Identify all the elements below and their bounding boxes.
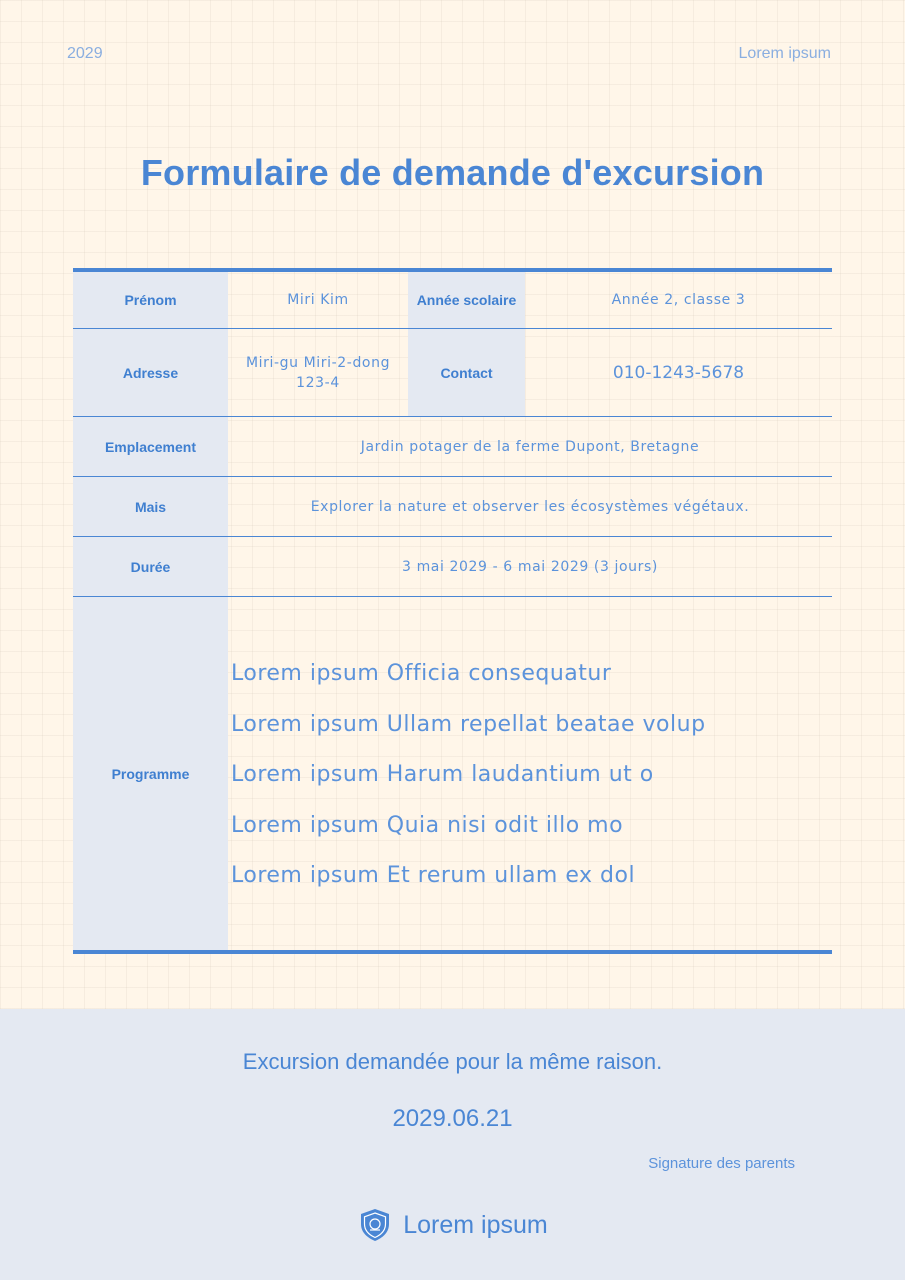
duration-label: Durée bbox=[73, 537, 228, 596]
contact-value: 010-1243-5678 bbox=[612, 362, 745, 383]
program-list bbox=[228, 597, 832, 950]
program-item: Lorem ipsum Et rerum ullam ex dol bbox=[231, 863, 636, 888]
header-right-text: Lorem ipsum bbox=[738, 45, 831, 62]
first-name-value: Miri Kim bbox=[287, 292, 349, 308]
program-item: Lorem ipsum Ullam repellat beatae volup bbox=[231, 711, 706, 737]
location-label: Emplacement bbox=[73, 417, 228, 476]
program-item: Lorem ipsum Officia consequatur bbox=[231, 661, 612, 686]
goals-label: Mais bbox=[73, 477, 228, 536]
school-year-value: Année 2, classe 3 bbox=[611, 292, 746, 308]
form-row-goals bbox=[73, 477, 832, 537]
form-row-duration bbox=[73, 537, 832, 597]
shield-icon bbox=[357, 1207, 393, 1243]
parent-signature-label: Signature des parents bbox=[648, 1155, 795, 1172]
program-item: Lorem ipsum Harum laudantium ut o bbox=[231, 762, 654, 787]
program-label: Programme bbox=[73, 597, 228, 950]
form-row-address bbox=[73, 329, 832, 417]
location-value: Jardin potager de la ferme Dupont, Bretagne bbox=[360, 438, 700, 455]
duration-value: 3 mai 2029 - 6 mai 2029 (3 jours) bbox=[402, 558, 658, 575]
form-table bbox=[73, 268, 832, 954]
first-name-label: Prénom bbox=[73, 272, 228, 328]
address-label: Adresse bbox=[73, 329, 228, 416]
form-row-location bbox=[73, 417, 832, 477]
school-year-label: Année scolaire bbox=[408, 272, 525, 328]
footer-date: 2029.06.21 bbox=[392, 1105, 513, 1132]
footer bbox=[0, 1009, 905, 1280]
program-item: Lorem ipsum Quia nisi odit illo mo bbox=[231, 812, 624, 838]
contact-label: Contact bbox=[408, 329, 525, 416]
form-row-name bbox=[73, 272, 832, 329]
footer-brand-name: Lorem ipsum bbox=[403, 1210, 548, 1239]
header-year: 2029 bbox=[67, 45, 103, 62]
footer-brand bbox=[0, 1207, 905, 1243]
page-title: Formulaire de demande d'excursion bbox=[140, 152, 765, 193]
footer-reason: Excursion demandée pour la même raison. bbox=[242, 1049, 663, 1074]
form-row-program bbox=[73, 597, 832, 950]
goals-value: Explorer la nature et observer les écosystèmes végétaux. bbox=[310, 498, 750, 515]
address-value: Miri-gu Miri-2-dong 123-4 bbox=[245, 354, 391, 391]
